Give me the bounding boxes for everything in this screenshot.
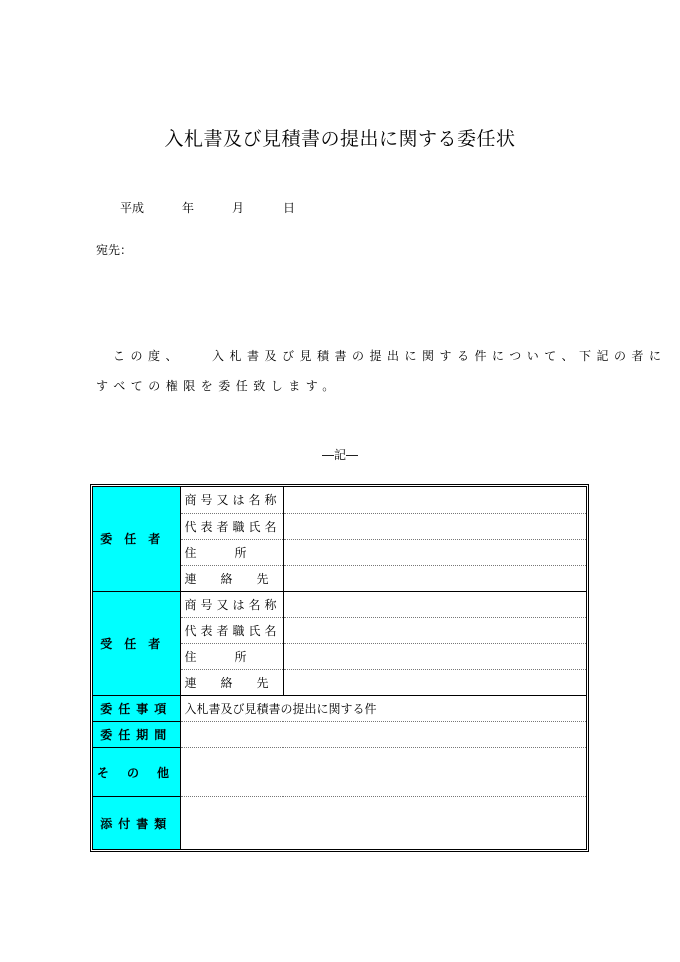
attachments-row: [93, 797, 586, 849]
date-year-label: 年: [182, 201, 195, 215]
delegate-address-label: 住所: [180, 643, 283, 669]
other-row: [93, 748, 586, 797]
delegator-contact-label: 連絡先: [180, 565, 283, 591]
matter-field[interactable]: 入札書及び見積書の提出に関する件: [180, 696, 586, 722]
delegate-contact-field[interactable]: [283, 669, 586, 695]
delegator-address-field[interactable]: [283, 539, 586, 565]
other-field[interactable]: [180, 748, 586, 797]
date-era: 平成: [120, 201, 145, 215]
delegator-address-label: 住所: [180, 539, 283, 565]
body-text-line-2: すべての権限を委任致します。: [96, 379, 340, 393]
body-text-line-1: この度、 入札書及び見積書の提出に関する件について、下記の者に: [113, 349, 667, 363]
delegate-label: 受任者: [93, 591, 180, 695]
date-day-label: 日: [283, 201, 296, 215]
attachments-field[interactable]: [180, 797, 586, 849]
delegate-representative-label: 代表者職氏名: [180, 617, 283, 643]
delegation-form-table: [90, 484, 589, 852]
other-label: その他: [93, 748, 180, 797]
delegator-company-label: 商号又は名称: [180, 487, 283, 513]
delegate-company-field[interactable]: [283, 591, 586, 617]
ki-heading: ―記―: [321, 448, 358, 462]
delegate-contact-label: 連絡先: [180, 669, 283, 695]
document-title: 入札書及び見積書の提出に関する委任状: [164, 128, 516, 150]
delegator-representative-field[interactable]: [283, 513, 586, 539]
matter-label: 委任事項: [93, 696, 180, 722]
date-month-label: 月: [232, 201, 245, 215]
attachments-label: 添付書類: [93, 797, 180, 849]
delegate-representative-field[interactable]: [283, 617, 586, 643]
delegator-label: 委任者: [93, 487, 180, 591]
delegator-representative-label: 代表者職氏名: [180, 513, 283, 539]
delegate-row-name: [93, 591, 586, 617]
period-row: [93, 722, 586, 748]
delegator-company-field[interactable]: [283, 487, 586, 513]
delegator-row-name: [93, 487, 586, 513]
matter-row: [93, 696, 586, 722]
addressee-label: 宛先：: [96, 243, 133, 257]
delegate-address-field[interactable]: [283, 643, 586, 669]
delegate-company-label: 商号又は名称: [180, 591, 283, 617]
period-label: 委任期間: [93, 722, 180, 748]
period-field[interactable]: [180, 722, 586, 748]
delegator-contact-field[interactable]: [283, 565, 586, 591]
